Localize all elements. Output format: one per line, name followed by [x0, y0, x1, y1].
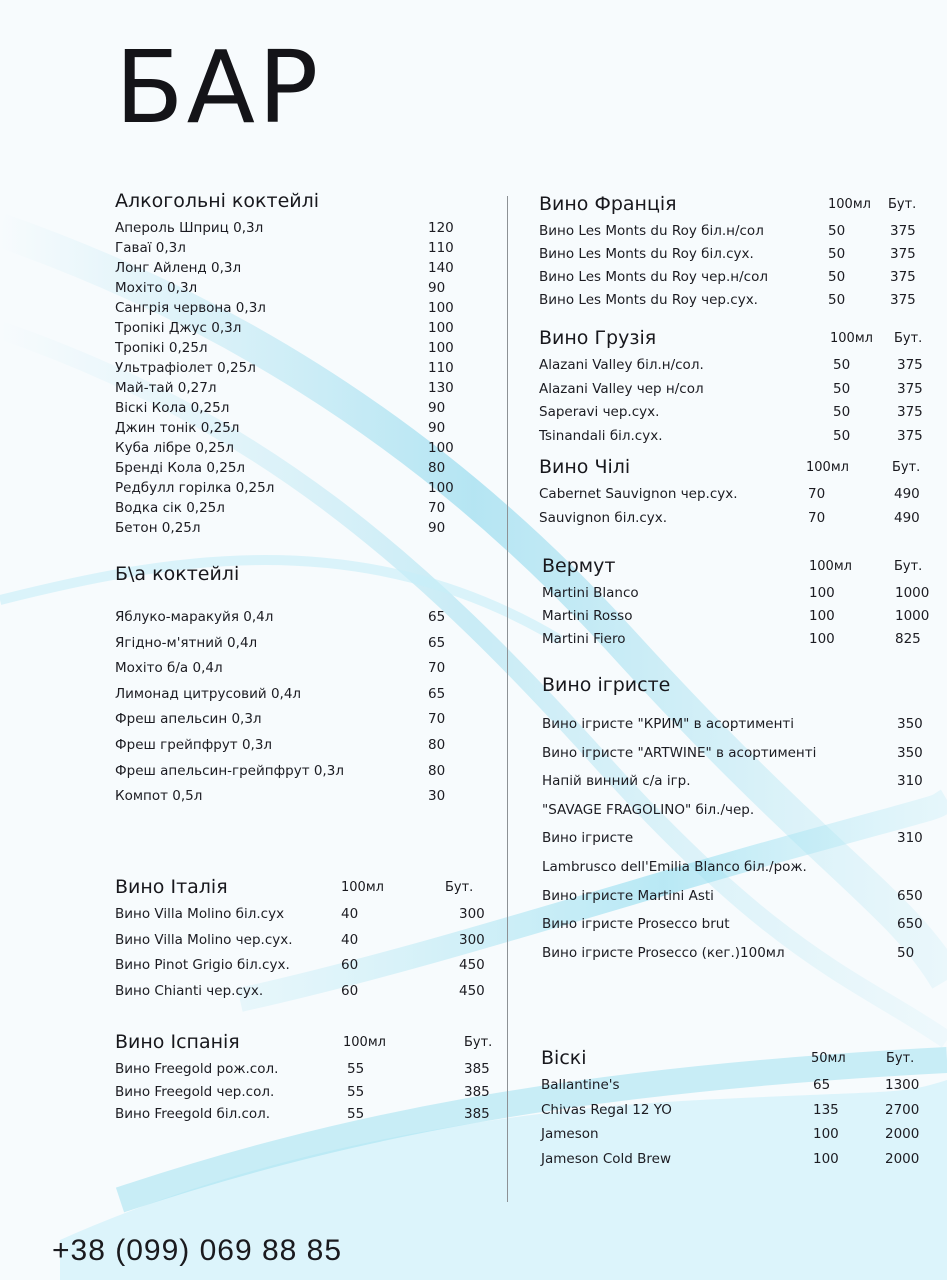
item-name: Куба лібре 0,25л: [115, 440, 235, 456]
item-price: 65: [428, 634, 446, 651]
item-list: [115, 609, 475, 814]
item-name: Фреш апельсин 0,3л: [115, 711, 262, 728]
item-list: [542, 716, 932, 973]
item-name: Sauvignon біл.сух.: [539, 509, 668, 526]
section-title: Вино Грузія: [539, 327, 657, 349]
item-price: 70: [428, 711, 446, 728]
item-price: 90: [428, 280, 446, 296]
menu-item: [115, 300, 475, 320]
item-name: Джин тонік 0,25л: [115, 420, 240, 436]
menu-item: [541, 1151, 931, 1176]
item-name: Мохіто 0,3л: [115, 280, 198, 296]
item-price-bottle: 385: [464, 1061, 490, 1077]
item-name: Martini Blanco: [542, 585, 639, 601]
item-price-bottle: 2000: [885, 1150, 920, 1167]
menu-item: [539, 510, 929, 534]
column-header-glass: 100мл: [341, 880, 384, 895]
section-header: [115, 563, 475, 589]
section-wine-chile: [539, 456, 929, 533]
item-price-glass: 70: [808, 486, 826, 502]
menu-item: [542, 916, 932, 945]
menu-item: [115, 635, 475, 661]
item-price: 350: [897, 716, 923, 732]
item-price: 100: [428, 300, 454, 316]
item-price: 30: [428, 788, 446, 805]
menu-item: [539, 269, 929, 292]
section-whisky: [541, 1047, 931, 1175]
item-name: Тропікі 0,25л: [115, 340, 208, 356]
item-price-glass: 100: [813, 1126, 839, 1142]
section-wine-italy: [115, 876, 495, 1008]
column-divider: [507, 196, 508, 1202]
item-name: Вино Freegold рож.сол.: [115, 1061, 279, 1077]
menu-item: [542, 608, 932, 631]
menu-item: [541, 1102, 931, 1127]
menu-item: [542, 945, 932, 974]
column-header-bottle: Бут.: [892, 460, 921, 475]
item-name: Яблуко-маракуйя 0,4л: [115, 609, 274, 625]
item-price: 100: [428, 320, 454, 336]
item-price-glass: 55: [347, 1083, 365, 1100]
menu-item: [542, 585, 932, 608]
item-price-bottle: 825: [895, 631, 921, 647]
item-price-bottle: 300: [459, 906, 485, 922]
menu-item: [539, 246, 929, 269]
item-price-glass: 50: [833, 404, 851, 420]
item-name: "SAVAGE FRAGOLINO" біл./чер.: [542, 801, 755, 818]
item-name: Вино ігристе Martini Asti: [542, 887, 714, 904]
column-header-bottle: Бут.: [445, 880, 474, 895]
item-name: Вино Freegold біл.сол.: [115, 1106, 271, 1122]
section-alco-cocktails: [115, 190, 475, 540]
section-title: Вино Франція: [539, 193, 677, 215]
item-name: Сангрія червона 0,3л: [115, 300, 266, 316]
menu-item: [115, 763, 475, 789]
item-price-bottle: 375: [890, 246, 916, 262]
section-header: [115, 190, 475, 216]
section-header: [542, 674, 932, 700]
section-header: [115, 1031, 495, 1057]
item-name: Компот 0,5л: [115, 788, 203, 805]
item-name: Вино ігристе: [542, 830, 634, 847]
item-name: Вино Les Monts du Roy біл.н/сол: [539, 223, 764, 239]
item-name: Ballantine's: [541, 1077, 620, 1093]
item-price-bottle: 375: [897, 380, 923, 397]
item-list: [542, 585, 932, 654]
item-name: Tsinandali біл.сух.: [539, 427, 663, 444]
item-name: Вино Les Monts du Roy чер.сух.: [539, 292, 758, 308]
item-price: 80: [428, 736, 446, 753]
menu-item: [539, 428, 929, 452]
item-name: Напій винний с/а ігр.: [542, 773, 691, 790]
menu-item: [115, 711, 475, 737]
item-name: Saperavi чер.сух.: [539, 404, 660, 420]
item-name: Водка сік 0,25л: [115, 500, 225, 516]
item-price: 65: [428, 609, 446, 625]
menu-item: [115, 686, 475, 712]
item-price-bottle: 375: [890, 269, 916, 285]
menu-item: [115, 400, 475, 420]
item-name: Вино ігристе Prosecco (кег.)100мл: [542, 944, 785, 961]
menu-item: [541, 1077, 931, 1102]
item-price-glass: 50: [833, 357, 851, 373]
menu-item: [115, 500, 475, 520]
item-price-bottle: 450: [459, 957, 485, 973]
column-header-bottle: Бут.: [894, 559, 923, 574]
menu-item: [115, 420, 475, 440]
menu-item: [542, 773, 932, 802]
item-name: Cabernet Sauvignon чер.сух.: [539, 486, 738, 502]
item-price: 650: [897, 916, 923, 933]
menu-item: [115, 932, 495, 958]
item-name: Лимонад цитрусовий 0,4л: [115, 685, 302, 702]
item-price-bottle: 2700: [885, 1101, 920, 1118]
menu-item: [542, 745, 932, 774]
item-price: 90: [428, 400, 446, 416]
column-header-glass: 100мл: [806, 460, 849, 475]
item-price-bottle: 1300: [885, 1077, 920, 1093]
item-name: Гаваї 0,3л: [115, 240, 186, 256]
item-price: 110: [428, 240, 454, 256]
section-header: [542, 555, 932, 581]
menu-item: [115, 1084, 495, 1107]
item-price-bottle: 375: [897, 404, 923, 420]
menu-item: [539, 381, 929, 405]
menu-item: [115, 906, 495, 932]
menu-item: [115, 957, 495, 983]
item-price-glass: 40: [341, 906, 359, 922]
item-name: Вино ігристе "КРИМ" в асортименті: [542, 716, 795, 732]
item-name: Alazani Valley біл.н/сол.: [539, 357, 704, 373]
section-header: [115, 876, 495, 902]
column-header-bottle: Бут.: [894, 331, 923, 346]
item-list: [115, 906, 495, 1008]
item-price-glass: 50: [833, 380, 851, 397]
item-price-glass: 60: [341, 957, 359, 973]
section-title: Вино Іспанія: [115, 1031, 240, 1053]
item-price-glass: 50: [828, 223, 846, 239]
menu-item: [115, 260, 475, 280]
item-price-bottle: 375: [890, 223, 916, 239]
phone-number: +38 (099) 069 88 85: [52, 1234, 343, 1267]
section-title: Вино Італія: [115, 876, 228, 898]
item-name: Ягідно-м'ятний 0,4л: [115, 634, 258, 651]
item-list: [115, 220, 475, 540]
item-price-glass: 100: [809, 631, 835, 647]
menu-item: [115, 788, 475, 814]
item-name: Вино ігристе Prosecco brut: [542, 916, 730, 933]
item-price-bottle: 375: [897, 427, 923, 444]
section-header: [539, 193, 929, 219]
item-list: [541, 1077, 931, 1175]
item-price-glass: 100: [809, 585, 835, 601]
menu-item: [542, 802, 932, 831]
item-price-bottle: 2000: [885, 1126, 920, 1142]
item-name: Martini Fiero: [542, 631, 626, 647]
menu-item: [115, 520, 475, 540]
item-name: Бетон 0,25л: [115, 520, 201, 536]
item-price: 120: [428, 220, 454, 236]
menu-item: [115, 360, 475, 380]
item-list: [539, 357, 929, 451]
menu-item: [542, 716, 932, 745]
item-price-glass: 60: [341, 982, 359, 999]
item-price-glass: 70: [808, 509, 826, 526]
section-title: Вермут: [542, 555, 616, 577]
item-name: Лонг Айленд 0,3л: [115, 260, 242, 276]
item-price-bottle: 450: [459, 982, 485, 999]
item-list: [539, 223, 929, 315]
section-wine-spain: [115, 1031, 495, 1129]
menu-item: [115, 1061, 495, 1084]
menu-item: [539, 223, 929, 246]
item-name: Віскі Кола 0,25л: [115, 400, 230, 416]
item-price-bottle: 375: [890, 292, 916, 308]
item-list: [115, 1061, 495, 1129]
section-na-cocktails: [115, 563, 475, 814]
item-price-glass: 65: [813, 1077, 831, 1093]
menu-item: [115, 1106, 495, 1129]
item-price: 80: [428, 762, 446, 779]
menu-item: [539, 292, 929, 315]
section-header: [541, 1047, 931, 1073]
menu-item: [115, 983, 495, 1009]
item-list: [539, 486, 929, 533]
item-name: Martini Rosso: [542, 608, 633, 624]
item-price-bottle: 490: [894, 509, 920, 526]
item-name: Jameson Cold Brew: [541, 1150, 672, 1167]
section-header: [539, 456, 929, 482]
item-price-glass: 55: [347, 1106, 365, 1122]
item-name: Тропікі Джус 0,3л: [115, 320, 242, 336]
item-price-glass: 50: [828, 246, 846, 262]
item-price-glass: 55: [347, 1061, 365, 1077]
item-name: Май-тай 0,27л: [115, 380, 217, 396]
item-price-glass: 135: [813, 1101, 839, 1118]
menu-item: [539, 404, 929, 428]
section-header: [539, 327, 929, 353]
item-price: 70: [428, 500, 446, 516]
item-name: Вино Freegold чер.сол.: [115, 1083, 275, 1100]
item-name: Вино Villa Molino біл.сух: [115, 906, 285, 922]
column-header-bottle: Бут.: [888, 197, 917, 212]
item-name: Lambrusco dell'Emilia Blanco біл./рож.: [542, 858, 807, 875]
section-wine-france: [539, 193, 929, 315]
item-price-bottle: 300: [459, 931, 485, 948]
section-sparkling: [542, 674, 932, 973]
item-price-glass: 100: [813, 1150, 839, 1167]
item-price: 350: [897, 744, 923, 761]
menu-item: [115, 660, 475, 686]
menu-item: [115, 340, 475, 360]
menu-item: [542, 631, 932, 654]
section-title: Алкогольні коктейлі: [115, 190, 320, 212]
item-price-bottle: 1000: [895, 608, 930, 624]
item-price: 100: [428, 480, 454, 496]
section-title: Віскі: [541, 1047, 587, 1069]
column-header-glass: 100мл: [809, 559, 852, 574]
item-name: Бренді Кола 0,25л: [115, 460, 246, 476]
menu-item: [542, 830, 932, 859]
column-header-glass: 50мл: [811, 1051, 846, 1066]
menu-item: [115, 460, 475, 480]
column-header-bottle: Бут.: [886, 1051, 915, 1066]
menu-item: [115, 240, 475, 260]
item-price: 100: [428, 440, 454, 456]
column-header-glass: 100мл: [830, 331, 873, 346]
menu-item: [542, 859, 932, 888]
menu-item: [539, 357, 929, 381]
section-title: Вино Чілі: [539, 456, 631, 478]
column-header-bottle: Бут.: [464, 1035, 493, 1050]
page-title: БАР: [115, 29, 322, 146]
menu-item: [115, 737, 475, 763]
section-wine-georgia: [539, 327, 929, 451]
menu-item: [539, 486, 929, 510]
item-price: 65: [428, 685, 446, 702]
item-name: Вино Villa Molino чер.сух.: [115, 931, 293, 948]
item-name: Мохіто б/а 0,4л: [115, 660, 223, 677]
item-price: 310: [897, 830, 923, 847]
item-price: 90: [428, 420, 446, 436]
item-name: Фреш апельсин-грейпфрут 0,3л: [115, 762, 344, 779]
item-price: 90: [428, 520, 446, 536]
item-price-glass: 50: [833, 427, 851, 444]
item-price: 650: [897, 887, 923, 904]
item-price: 310: [897, 773, 923, 790]
menu-item: [542, 888, 932, 917]
item-name: Jameson: [541, 1126, 599, 1142]
item-name: Вино Les Monts du Roy біл.сух.: [539, 246, 754, 262]
section-vermouth: [542, 555, 932, 654]
item-name: Фреш грейпфрут 0,3л: [115, 736, 273, 753]
menu-item: [541, 1126, 931, 1151]
item-price: 100: [428, 340, 454, 356]
column-header-glass: 100мл: [343, 1035, 386, 1050]
item-price: 110: [428, 360, 454, 376]
item-name: Апероль Шприц 0,3л: [115, 220, 264, 236]
section-title: Б\а коктейлі: [115, 563, 240, 585]
item-price: 140: [428, 260, 454, 276]
item-price-bottle: 490: [894, 486, 920, 502]
column-header-glass: 100мл: [828, 197, 871, 212]
menu-item: [115, 280, 475, 300]
item-name: Вино Chianti чер.сух.: [115, 982, 264, 999]
item-price-bottle: 385: [464, 1083, 490, 1100]
item-price-glass: 40: [341, 931, 359, 948]
item-name: Редбулл горілка 0,25л: [115, 480, 275, 496]
menu-item: [115, 609, 475, 635]
item-price-glass: 100: [809, 608, 835, 624]
item-name: Ультрафіолет 0,25л: [115, 360, 256, 376]
item-name: Вино Pinot Grigio біл.сух.: [115, 957, 290, 973]
menu-item: [115, 380, 475, 400]
item-name: Chivas Regal 12 YO: [541, 1101, 672, 1118]
item-name: Alazani Valley чер н/сол: [539, 380, 704, 397]
item-price-bottle: 1000: [895, 585, 930, 601]
item-price: 50: [897, 944, 915, 961]
item-price: 80: [428, 460, 446, 476]
item-price-glass: 50: [828, 292, 846, 308]
menu-item: [115, 320, 475, 340]
item-price-bottle: 385: [464, 1106, 490, 1122]
menu-item: [115, 480, 475, 500]
item-name: Вино Les Monts du Roy чер.н/сол: [539, 269, 768, 285]
item-price: 70: [428, 660, 446, 677]
menu-item: [115, 440, 475, 460]
item-price-bottle: 375: [897, 357, 923, 373]
item-name: Вино ігристе "ARTWINE" в асортименті: [542, 744, 817, 761]
section-title: Вино ігристе: [542, 674, 671, 696]
item-price-glass: 50: [828, 269, 846, 285]
menu-item: [115, 220, 475, 240]
item-price: 130: [428, 380, 454, 396]
